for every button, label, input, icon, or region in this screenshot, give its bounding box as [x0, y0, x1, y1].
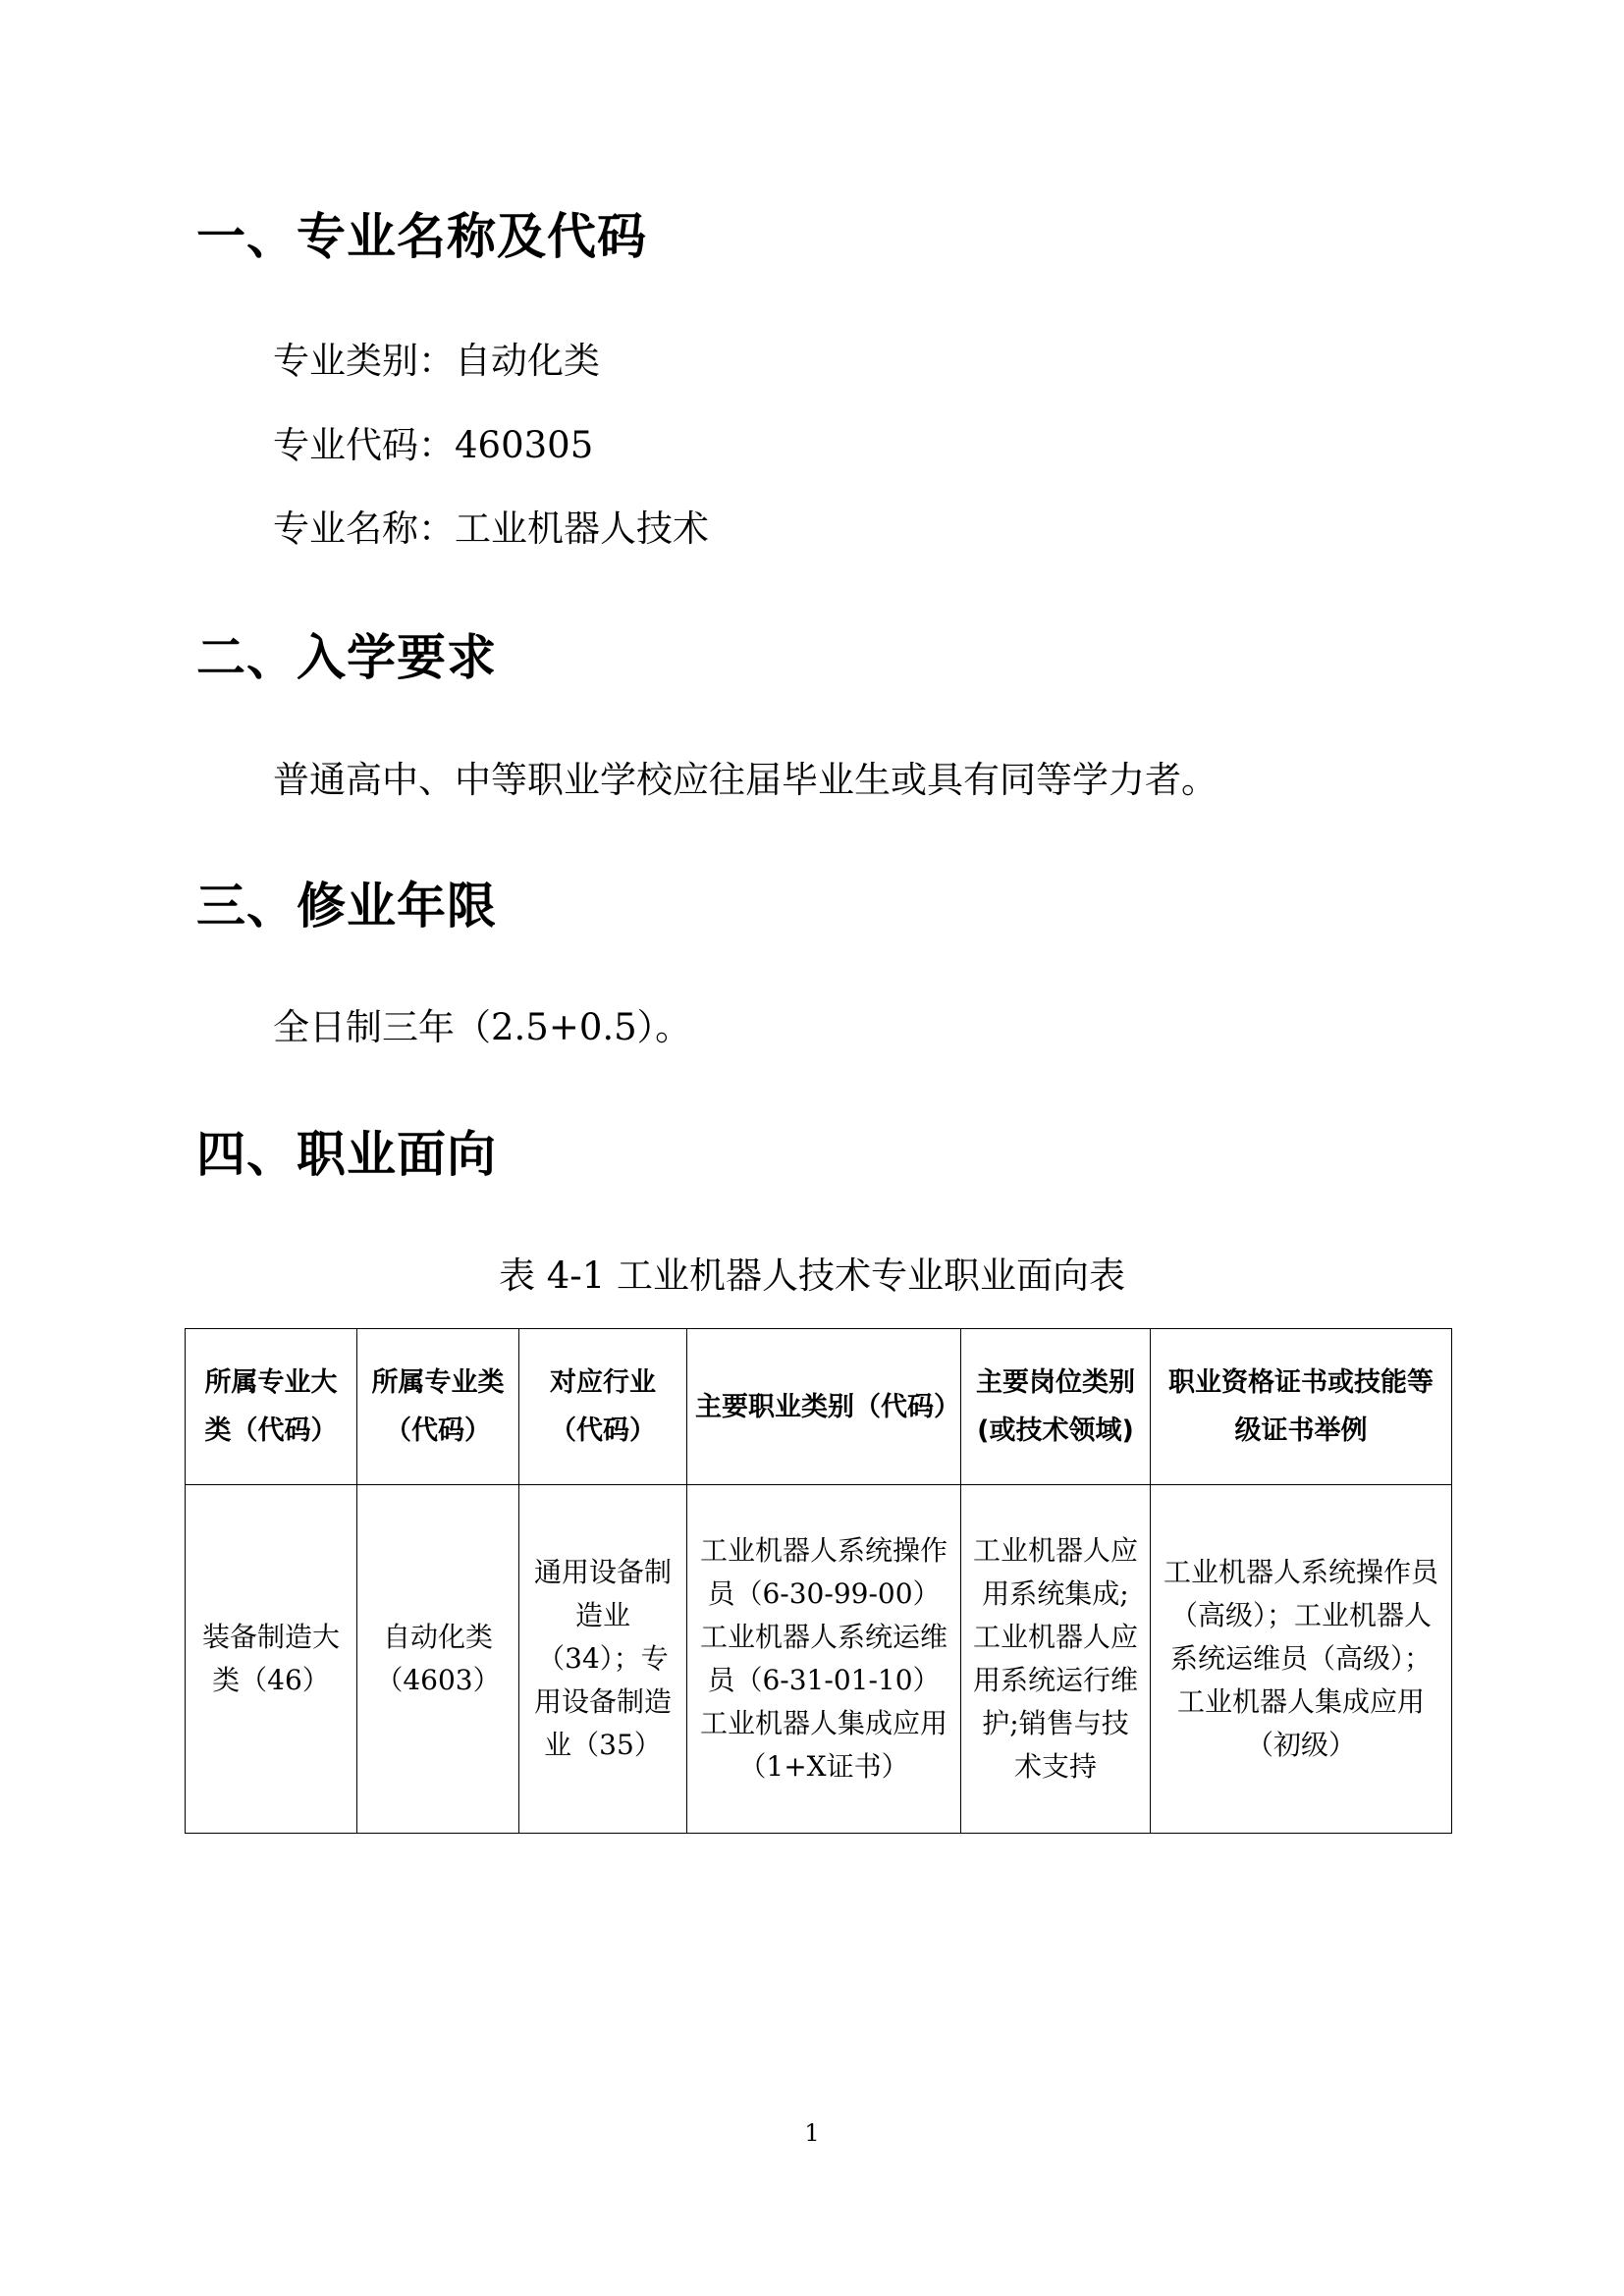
header-cell: 职业资格证书或技能等级证书举例 — [1151, 1329, 1452, 1485]
major-name: 专业名称：工业机器人技术 — [273, 507, 709, 550]
section-heading-1: 一、专业名称及代码 — [196, 208, 647, 265]
header-cell: 所属专业大类（代码） — [186, 1329, 357, 1485]
section-heading-2: 二、入学要求 — [196, 629, 497, 686]
major-code: 专业代码：460305 — [273, 424, 594, 466]
page-number: 1 — [804, 2119, 820, 2147]
section-heading-3: 三、修业年限 — [196, 878, 497, 934]
admission-text: 普通高中、中等职业学校应往届毕业生或具有同等学力者。 — [273, 759, 1218, 801]
table-caption: 表 4-1 工业机器人技术专业职业面向表 — [498, 1255, 1126, 1297]
table-header-row — [186, 1329, 1452, 1485]
section-heading-4: 四、职业面向 — [196, 1126, 497, 1183]
header-cell: 主要职业类别（代码） — [687, 1329, 961, 1485]
table-cell: 装备制造大类（46） — [186, 1485, 357, 1834]
table-cell: 工业机器人系统操作员（6-30-99-00）工业机器人系统运维员（6-31-01-10）工业机器人集成应用（1+X证书） — [687, 1485, 961, 1834]
header-cell: 对应行业（代码） — [519, 1329, 687, 1485]
table-cell: 工业机器人系统操作员（高级）；工业机器人系统运维员（高级）；工业机器人集成应用（初级） — [1151, 1485, 1452, 1834]
duration-text: 全日制三年（2.5+0.5）。 — [273, 1006, 692, 1048]
table-cell: 工业机器人应用系统集成;工业机器人应用系统运行维护;销售与技术支持 — [961, 1485, 1151, 1834]
table-cell: 通用设备制造业（34）；专用设备制造业（35） — [519, 1485, 687, 1834]
career-table — [185, 1328, 1452, 1834]
major-category: 专业类别：自动化类 — [273, 340, 600, 382]
header-cell: 所属专业类（代码） — [357, 1329, 519, 1485]
table-row — [186, 1485, 1452, 1834]
table-cell: 自动化类（4603） — [357, 1485, 519, 1834]
header-cell: 主要岗位类别(或技术领域) — [961, 1329, 1151, 1485]
